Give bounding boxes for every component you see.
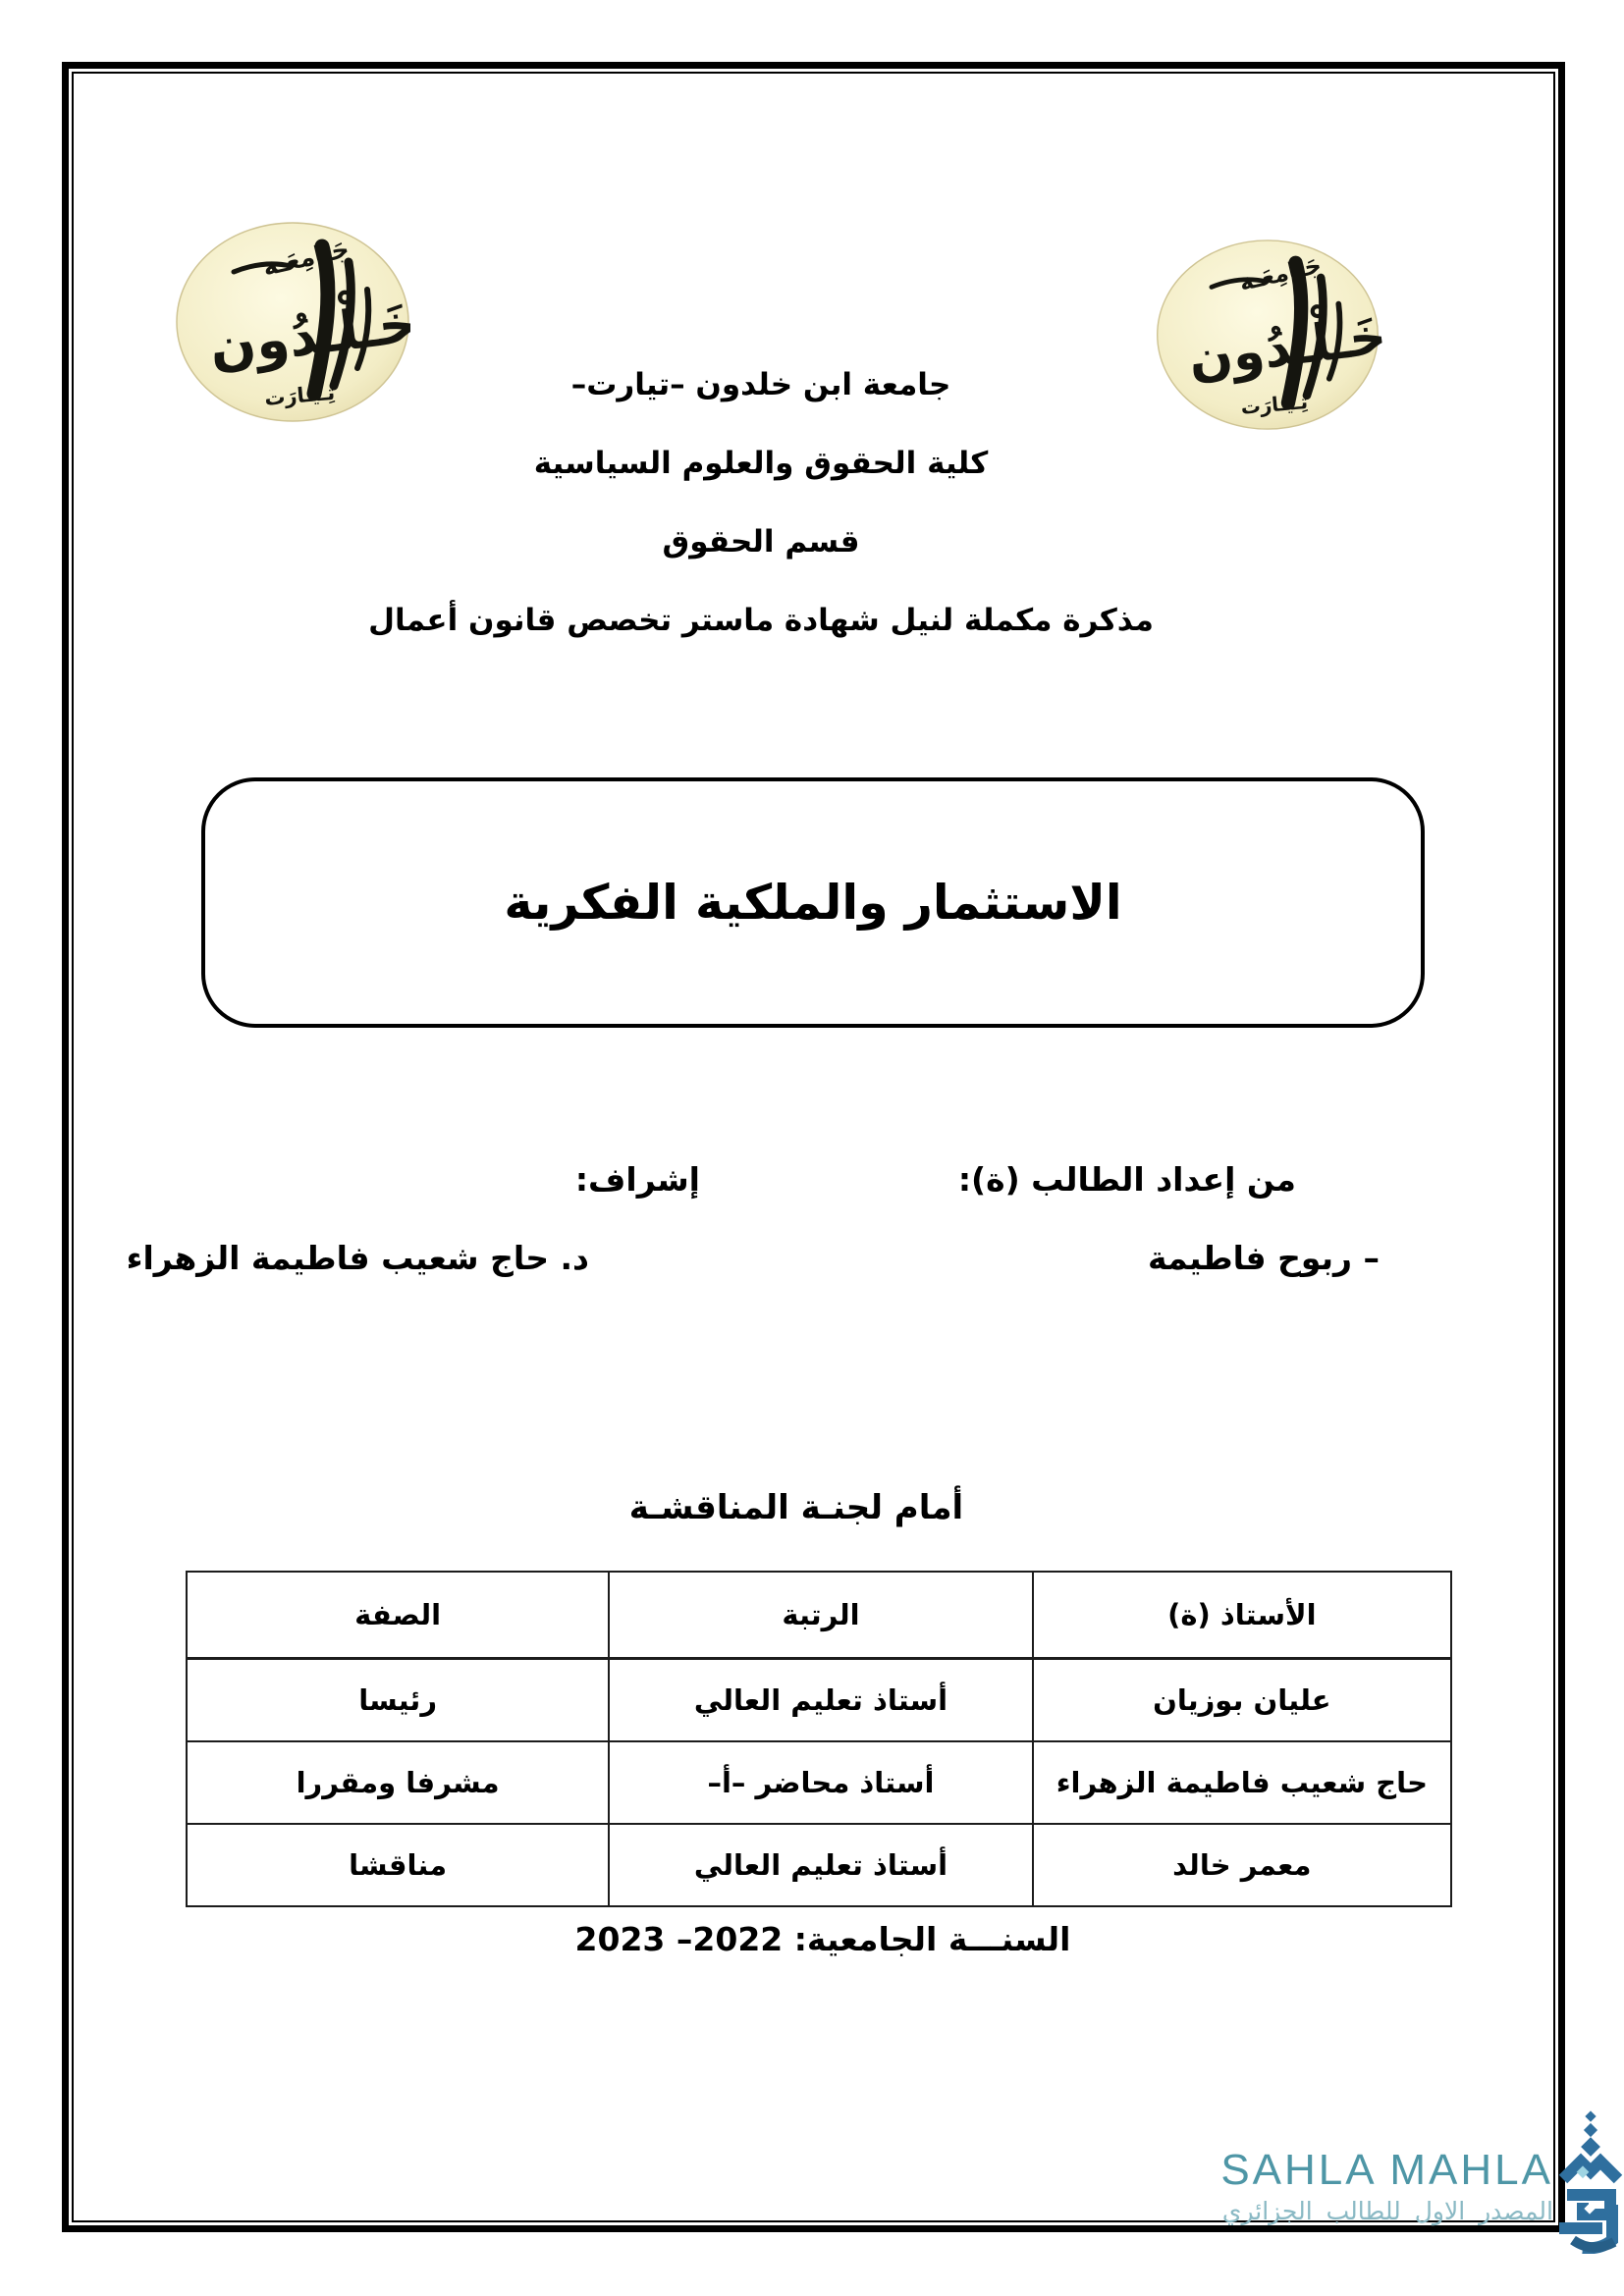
watermark-brand: SAHLA MAHLA xyxy=(1220,2146,1553,2194)
rank-cell: أستاذ محاضر –أ– xyxy=(609,1741,1032,1824)
table-header-row xyxy=(187,1572,1451,1659)
rank-cell: أستاذ تعليم العالي xyxy=(609,1824,1032,1906)
supervisor-label: إشراف: xyxy=(574,1160,700,1199)
committee-table xyxy=(186,1571,1452,1907)
watermark xyxy=(1220,2146,1553,2225)
rank-cell: أستاذ تعليم العالي xyxy=(609,1659,1032,1742)
committee-heading: أمام لجنـة المناقشـة xyxy=(628,1488,964,1527)
table-row xyxy=(187,1824,1451,1906)
watermark-logo-icon xyxy=(1553,2110,1624,2254)
watermark-tagline: المصدر الاول للطالب الجزائري xyxy=(1221,2197,1553,2225)
column-header-role: الصفة xyxy=(187,1572,609,1659)
role-cell: رئيسا xyxy=(187,1659,609,1742)
department-name: قسم الحقوق xyxy=(662,524,860,560)
academic-year: السنـــة الجامعية: 2022– 2023 xyxy=(574,1920,1071,1958)
supervisor-name: د. حاج شعيب فاطيمة الزهراء xyxy=(126,1239,589,1277)
professor-cell: حاج شعيب فاطيمة الزهراء xyxy=(1033,1741,1451,1824)
column-header-professor: الأستاذ (ة) xyxy=(1033,1572,1451,1659)
table-row xyxy=(187,1659,1451,1742)
memo-description: مذكرة مكملة لنيل شهادة ماستر تخصص قانون أعمال xyxy=(368,603,1154,638)
thesis-title-box xyxy=(201,777,1425,1028)
professor-cell: عليان بوزيان xyxy=(1033,1659,1451,1742)
student-name: – ربوح فاطيمة xyxy=(1147,1239,1380,1277)
role-cell: مشرفا ومقررا xyxy=(187,1741,609,1824)
header-block xyxy=(0,346,1522,660)
university-name: جامعة ابن خلدون –تيارت– xyxy=(570,367,951,402)
professor-cell: معمر خالد xyxy=(1033,1824,1451,1906)
thesis-title: الاستثمار والملكية الفكرية xyxy=(504,875,1122,931)
column-header-rank: الرتبة xyxy=(609,1572,1032,1659)
faculty-name: كلية الحقوق والعلوم السياسية xyxy=(533,446,989,481)
role-cell: مناقشا xyxy=(187,1824,609,1906)
student-label: من إعداد الطالب (ة): xyxy=(957,1160,1296,1199)
table-row xyxy=(187,1741,1451,1824)
